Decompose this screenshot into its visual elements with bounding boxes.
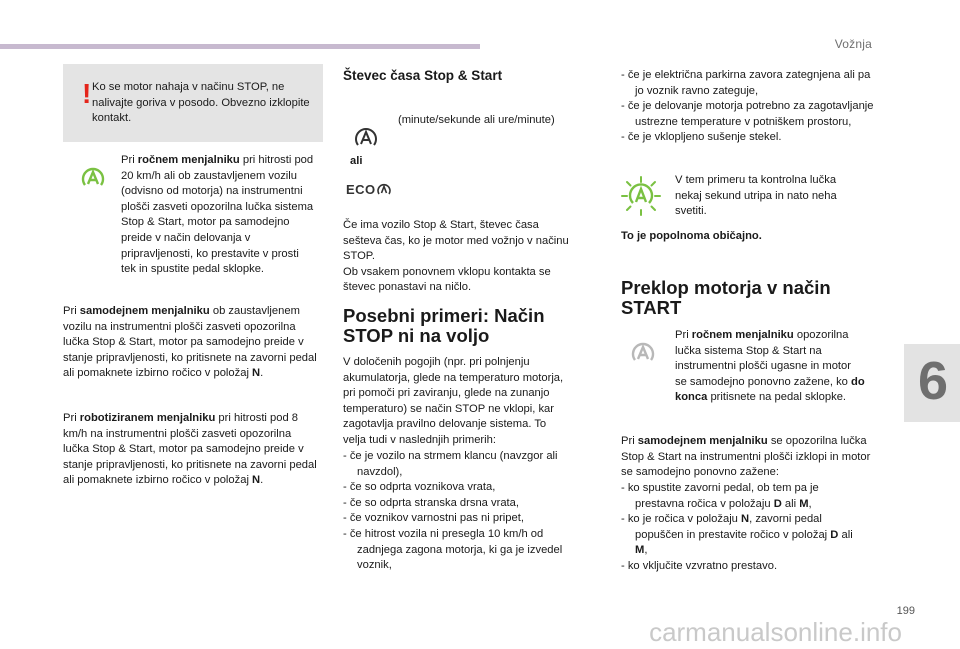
special-cases-title-line-1: Posebni primeri: Način: [343, 305, 545, 326]
stop-start-blinking-icon: [621, 176, 661, 216]
list-item: - ko je ročica v položaju N, zavorni pedal popuščen in prestavite ročico v položaj D ali M,: [621, 513, 853, 557]
start-mode-title: [621, 278, 831, 318]
list-item: - če so odprta stranska drsna vrata,: [343, 496, 519, 509]
warning-text: Ko se motor nahaja v načinu STOP, ne nalivajte goriva v posodo. Obvezno izklopite kontakt.: [92, 81, 310, 125]
page-number: 199: [896, 605, 915, 617]
counter-description-line-1: Če ima vozilo Stop & Start, števec časa sešteva čas, ko je motor med vožnjo v načinu STOP.: [343, 219, 569, 263]
normal-note: To je popolnoma običajno.: [621, 230, 762, 242]
special-cases-list: [343, 449, 571, 574]
stop-start-green-icon: [80, 165, 106, 191]
automatic-transmission-text: Pri samodejnem menjalniku ob zaustavljenem vozilu na instrumentni plošči zasveti opozorilna lučka Stop & Start, motor pa samodejno preide v stanje pripravljenosti, ko pritisnete na zavorni pedal ali pomaknete izbirno ročico v položaj N.: [63, 305, 317, 380]
list-item: - ko spustite zavorni pedal, ob tem pa je prestavna ročica v položaju D ali M,: [621, 482, 819, 510]
exclamation-icon: !: [82, 78, 92, 109]
or-label: ali: [350, 155, 363, 167]
chapter-running-title: Vožnja: [834, 37, 872, 51]
manual-transmission-text: Pri ročnem menjalniku pri hitrosti pod 20 km/h ali ob zaustavljenem vozilu (odvisno od motorja) na instrumentni plošči zasveti opozorilna lučka sistema Stop & Start, motor pa samodejno preide v način delovanja v pripravljenosti, ko prestavite v prosti tek in spustite pedal sklopke.: [121, 154, 314, 276]
chapter-number: 6: [917, 351, 948, 411]
counter-unit-note: (minute/sekunde ali ure/minute): [398, 114, 555, 126]
eco-icon: [346, 181, 406, 201]
special-cases-intro: V določenih pogojih (npr. pri polnjenju akumulatorja, glede na temperaturo motorja, pri pomoči pri zaviranju, glede na zunanjo temperaturo) se način STOP ne vklopi, kar zagotavlja pravilno delovanje sistema. To velja tudi v naslednjih primerih:: [343, 356, 564, 446]
start-mode-title-line-2: START: [621, 297, 682, 318]
list-item: - če je električna parkirna zavora zategnjena ali pa jo voznik ravno zateguje,: [621, 69, 871, 97]
start-automatic-list: [621, 481, 861, 575]
list-item: - če je vozilo na strmem klancu (navzgor ali navzdol),: [343, 450, 558, 478]
list-item: - če je delovanje motorja potrebno za zagotavljanje ustrezne temperature v potniškem prostoru,: [621, 100, 874, 128]
robotized-transmission-text: Pri robotiziranem menjalniku pri hitrosti pod 8 km/h na instrumentni plošči zasveti opozorilna lučka Stop & Start, motor pa samodejno preide v stanje pripravljenosti, ko pritisnete na zavorni pedal ali pomaknete izbirno ročico v položaj N.: [63, 412, 317, 487]
start-mode-title-line-1: Preklop motorja v način: [621, 277, 831, 298]
stop-start-counter-icon: [353, 125, 379, 151]
eco-label: ECO: [346, 182, 376, 197]
list-item: - če hitrost vozila ni presegla 10 km/h od zadnjega zagona motorja, ki ga je izvedel voznik,: [343, 527, 563, 572]
stop-start-gray-icon: [630, 340, 656, 366]
special-cases-title: [343, 306, 545, 346]
watermark: carmanualsonline.info: [649, 617, 902, 647]
special-cases-title-line-2: STOP ni na voljo: [343, 325, 490, 346]
start-manual-text: Pri ročnem menjalniku opozorilna lučka sistema Stop & Start na instrumentni plošči ugasne in motor se samodejno ponovno zažene, ko do konca pritisnete na pedal sklopke.: [675, 329, 865, 404]
list-item: - če voznikov varnostni pas ni pripet,: [343, 512, 524, 525]
list-item: - če je vklopljeno sušenje stekel.: [621, 131, 782, 144]
special-cases-list-continued: [621, 68, 876, 146]
blink-explanation: V tem primeru ta kontrolna lučka nekaj sekund utripa in nato neha svetiti.: [675, 174, 837, 218]
start-automatic-text: Pri samodejnem menjalniku se opozorilna lučka Stop & Start na instrumentni plošči izklopi in motor se samodejno ponovno zažene:: [621, 435, 871, 479]
counter-description: [343, 218, 573, 296]
counter-section-title: Števec časa Stop & Start: [343, 68, 503, 83]
list-item: - če so odprta voznikova vrata,: [343, 481, 496, 494]
counter-description-line-2: Ob vsakem ponovnem vklopu kontakta se števec ponastavi na ničlo.: [343, 265, 551, 294]
list-item: - ko vključite vzvratno prestavo.: [621, 559, 778, 572]
header-accent-bar: [0, 44, 480, 49]
